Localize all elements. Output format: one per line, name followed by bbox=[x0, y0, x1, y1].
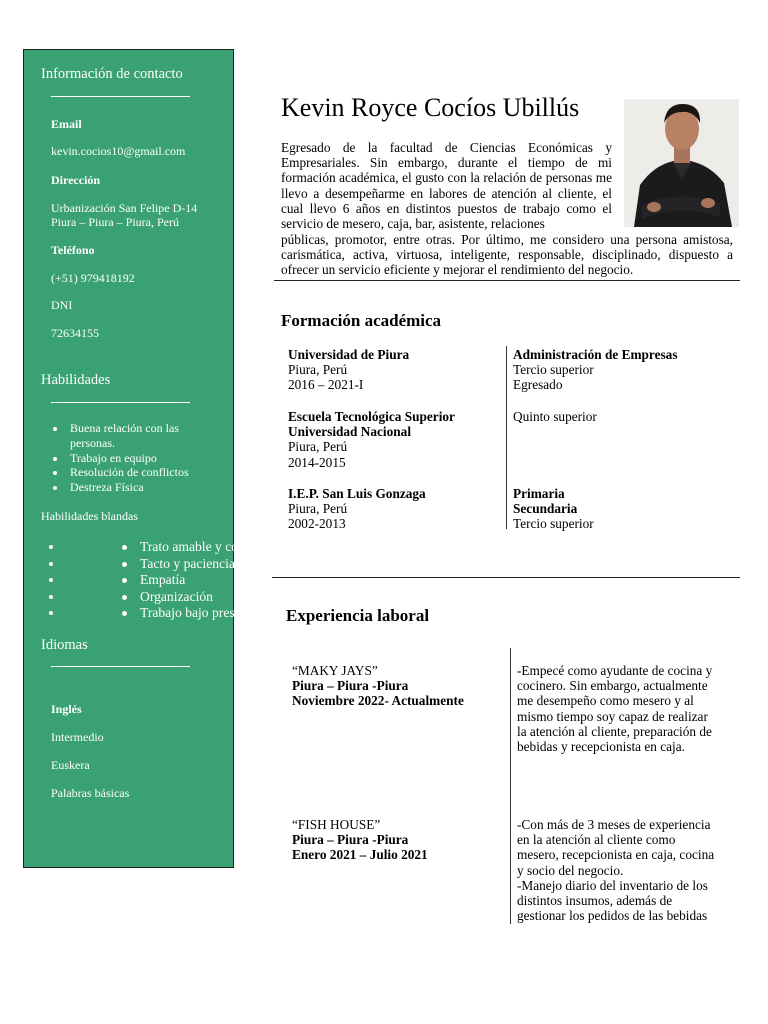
education-detail-3 bbox=[513, 486, 594, 532]
skill-item: Resolución de conflictos bbox=[42, 465, 212, 480]
degree-rank: Quinto superior bbox=[513, 409, 597, 424]
job-description-line: en la atención al cliente como bbox=[517, 832, 676, 848]
language-name: Euskera bbox=[51, 758, 90, 772]
email-label: Email bbox=[51, 117, 82, 131]
job-period: Noviembre 2022- Actualmente bbox=[292, 693, 464, 709]
contact-heading: Información de contacto bbox=[41, 66, 183, 82]
school-name-line2: Universidad Nacional bbox=[288, 424, 412, 440]
dni-label: DNI bbox=[51, 298, 73, 312]
language-level: Palabras básicas bbox=[51, 786, 130, 800]
school-years: 2016 – 2021-I bbox=[288, 377, 364, 393]
education-title: Formación académica bbox=[281, 311, 442, 330]
education-entry-2 bbox=[288, 409, 455, 470]
job-description-line: y socio del negocio. bbox=[517, 862, 624, 878]
profile-photo bbox=[624, 99, 739, 227]
job-description-line: -Manejo diario del inventario de los bbox=[517, 877, 708, 893]
column-divider bbox=[506, 346, 507, 529]
job-entry-1 bbox=[292, 663, 464, 709]
job-location: Piura – Piura -Piura bbox=[292, 678, 409, 694]
school-place: Piura, Perú bbox=[288, 362, 348, 378]
person-portrait-icon bbox=[624, 99, 739, 227]
degree-name: Administración de Empresas bbox=[513, 347, 678, 362]
school-name: I.E.P. San Luis Gonzaga bbox=[288, 486, 426, 501]
soft-skills-list bbox=[24, 539, 264, 622]
job-description-line: -Empecé como ayudante de cocina y bbox=[517, 663, 713, 678]
section-divider bbox=[272, 577, 740, 578]
job-description-line: me desempeño como mesero y al bbox=[517, 693, 694, 709]
job-location: Piura – Piura -Piura bbox=[292, 832, 409, 848]
job-description-line: mesero, recepcionista en caja, cocina bbox=[517, 847, 715, 863]
language-level: Intermedio bbox=[51, 730, 104, 744]
level-secondary: Secundaria bbox=[513, 501, 578, 517]
phone-value: (+51) 979418192 bbox=[51, 271, 135, 285]
education-entry-3 bbox=[288, 486, 426, 532]
job-description-1 bbox=[517, 663, 712, 754]
skills-list bbox=[42, 421, 212, 495]
soft-skill-item: • Trabajo bajo presión bbox=[64, 605, 264, 622]
candidate-name: Kevin Royce Cocíos Ubillús bbox=[281, 93, 580, 122]
job-description-line: gestionar los pedidos de las bebidas bbox=[517, 908, 708, 924]
school-years: 2014-2015 bbox=[288, 454, 346, 470]
skill-item: Buena relación con las personas. bbox=[42, 421, 212, 451]
degree-rank: Tercio superior bbox=[513, 516, 594, 532]
school-name: Escuela Tecnológica Superior bbox=[288, 409, 455, 424]
languages-heading: Idiomas bbox=[41, 637, 88, 653]
experience-title: Experiencia laboral bbox=[286, 606, 430, 625]
summary-text-lower bbox=[281, 232, 733, 278]
address-label: Dirección bbox=[51, 173, 101, 187]
section-divider bbox=[274, 280, 740, 281]
divider bbox=[51, 666, 190, 667]
job-description-line: bebidas y recepcionista en caja. bbox=[517, 739, 685, 755]
job-period: Enero 2021 – Julio 2021 bbox=[292, 847, 428, 863]
level-primary: Primaria bbox=[513, 486, 565, 501]
job-description-line: cocinero. Sin embargo, actualmente bbox=[517, 678, 708, 694]
email-value: kevin.cocios10@gmail.com bbox=[51, 144, 186, 158]
job-description-line: la atención al cliente, preparación de bbox=[517, 723, 712, 739]
education-detail-1 bbox=[513, 347, 678, 393]
education-entry-1 bbox=[288, 347, 409, 393]
school-name: Universidad de Piura bbox=[288, 347, 410, 362]
job-description-line: -Con más de 3 meses de experiencia bbox=[517, 817, 711, 832]
dni-value: 72634155 bbox=[51, 326, 99, 340]
soft-skill-item: • Organización bbox=[64, 589, 264, 606]
job-description-line: mismo tiempo soy capaz de realizar bbox=[517, 708, 708, 724]
degree-status: Egresado bbox=[513, 377, 563, 393]
skill-item: Trabajo en equipo bbox=[42, 451, 212, 466]
soft-skill-item: • Empatía bbox=[64, 572, 264, 589]
skill-item: Destreza Física bbox=[42, 480, 212, 495]
school-place: Piura, Perú bbox=[288, 439, 348, 455]
school-years: 2002-2013 bbox=[288, 516, 346, 532]
soft-skill-item: • Tacto y paciencia bbox=[64, 556, 264, 573]
job-entry-2 bbox=[292, 817, 428, 863]
soft-skills-heading: Habilidades blandas bbox=[41, 509, 138, 523]
phone-label: Teléfono bbox=[51, 243, 95, 257]
summary-text: Egresado de la facultad de Ciencias Económicas y Empresariales. Sin embargo, durante el tiempo de mi formación académica, el gusto con la relación de personas me llevo a desempeñarme en labores de atención al cliente, el cual llevo 6 años en distintos puestos de trabajo como el servicio de mesero, caja, bar, asistente, relaciones bbox=[281, 140, 612, 232]
school-place: Piura, Perú bbox=[288, 501, 348, 517]
job-description-2 bbox=[517, 817, 714, 923]
job-company: “FISH HOUSE” bbox=[292, 817, 381, 832]
soft-skill-item: • Trato amable y cordial bbox=[64, 539, 264, 556]
skills-heading: Habilidades bbox=[41, 372, 111, 388]
summary-text-upper bbox=[281, 140, 612, 232]
sidebar bbox=[23, 49, 263, 868]
divider bbox=[51, 96, 190, 97]
degree-rank: Tercio superior bbox=[513, 362, 594, 378]
divider bbox=[51, 402, 190, 403]
address-line1: Urbanización San Felipe D-14 bbox=[51, 201, 198, 215]
job-company: “MAKY JAYS” bbox=[292, 663, 378, 678]
column-divider bbox=[510, 648, 511, 924]
job-description-line: distintos insumos, además de bbox=[517, 893, 673, 909]
education-detail-2 bbox=[513, 409, 597, 424]
summary-continuation: públicas, promotor, entre otras. Por último, me considero una persona amistosa, carismática, activa, virtuosa, inteligente, responsable, disciplinado, dispuesto a ofrecer un servicio eficiente y mejorar el rendimiento del negocio. bbox=[281, 232, 733, 278]
language-name: Inglés bbox=[51, 702, 82, 716]
address-line2: Piura – Piura – Piura, Perú bbox=[51, 215, 179, 229]
